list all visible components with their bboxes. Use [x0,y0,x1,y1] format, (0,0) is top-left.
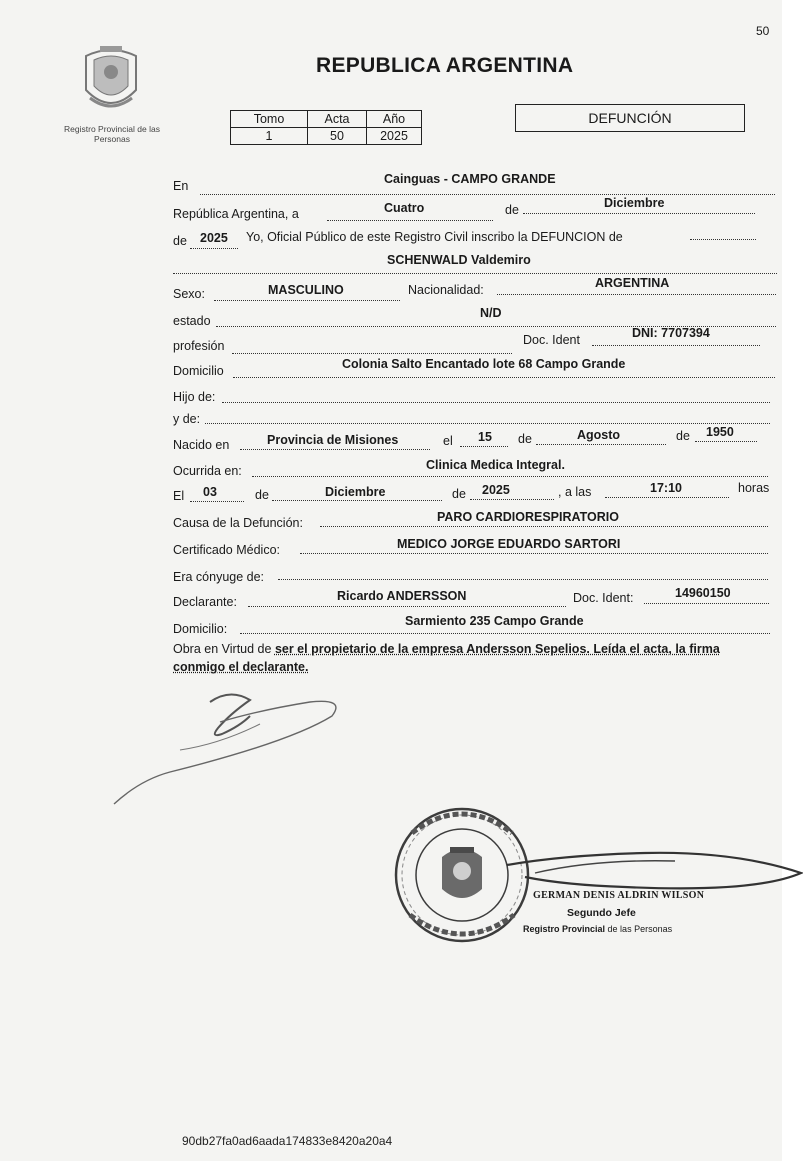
de-label: de [518,432,532,446]
officer-title: Segundo Jefe [567,907,636,919]
horas-label: horas [738,481,770,495]
ocurrida-value: Clinica Medica Integral. [426,458,565,472]
day-value: Cuatro [384,201,425,215]
record-table [230,110,422,145]
estado-value: N/D [480,306,502,320]
docident-label: Doc. Ident [523,333,580,347]
nacido-place: Provincia de Misiones [267,433,399,447]
dotted-line [695,440,757,442]
rep-label: República Argentina, a [173,207,299,221]
obra-prefix: Obra en Virtud de [173,642,272,656]
officer-dept-rest: de las Personas [607,924,673,934]
en-value: Cainguas - CAMPO GRANDE [384,172,556,186]
dotted-line [536,443,666,445]
dotted-line [470,498,554,500]
dotted-line [190,500,244,502]
dotted-line [300,552,768,554]
death-year: 2025 [482,483,510,497]
page-title: REPUBLICA ARGENTINA [316,54,574,77]
dotted-line [592,344,760,346]
province-coat-of-arms-icon [76,42,146,118]
officer-dept-bold: Registro Provincial [523,924,606,934]
value-tomo: 1 [231,128,308,145]
dotted-line [690,238,756,240]
inscribo-text: Yo, Oficial Público de este Registro Civil inscribo la DEFUNCION de [246,230,623,244]
dotted-line [644,602,769,604]
el-label: El [173,489,185,503]
death-month: Diciembre [325,485,386,499]
header-tomo: Tomo [231,111,308,128]
domicilio2-value: Sarmiento 235 Campo Grande [405,614,584,628]
yde-label: y de: [173,412,201,426]
profesion-label: profesión [173,339,225,353]
causa-value: PARO CARDIORESPIRATORIO [437,510,619,524]
dotted-line [240,632,770,634]
dotted-line [190,247,238,249]
dotted-line [523,212,755,214]
dotted-line [232,352,512,354]
alas-label: , a las [558,485,592,499]
causa-label: Causa de la Defunción: [173,516,303,530]
obra-body: ser el propietario de la empresa Andersson Sepelios. Leída el acta, la firma conmigo el declarante. [173,642,720,674]
obra-text [173,640,767,676]
dotted-line [200,193,775,195]
registry-label: Registro Provincial de las Personas [64,124,160,144]
sexo-label: Sexo: [173,287,205,301]
dotted-line [248,605,566,607]
docident-value: DNI: 7707394 [632,326,710,340]
year-value: 2025 [200,231,228,245]
estado-label: estado [173,314,211,328]
dotted-line [205,422,770,424]
dotted-line [173,272,777,274]
dotted-line [605,496,729,498]
dotted-line [252,475,768,477]
de-label: de [505,203,519,217]
value-acta: 50 [308,128,367,145]
deceased-name: SCHENWALD Valdemiro [387,253,531,267]
nacido-label: Nacido en [173,438,230,452]
docident2-label: Doc. Ident: [573,591,634,605]
declarante-value: Ricardo ANDERSSON [337,589,467,603]
death-time: 17:10 [650,481,682,495]
nacionalidad-value: ARGENTINA [595,276,670,290]
certificado-label: Certificado Médico: [173,543,280,557]
officer-name: GERMAN DENIS ALDRIN WILSON [533,890,705,901]
nacido-month: Agosto [577,428,621,442]
header-acta: Acta [308,111,367,128]
sexo-value: MASCULINO [268,283,344,297]
conyuge-label: Era cónyuge de: [173,570,265,584]
dotted-line [460,445,508,447]
dotted-line [327,219,493,221]
value-ano: 2025 [367,128,422,145]
nacionalidad-label: Nacionalidad: [408,283,484,297]
domicilio-value: Colonia Salto Encantado lote 68 Campo Grande [342,357,626,371]
dotted-line [278,578,768,580]
nacido-day: 15 [478,430,492,444]
dotted-line [240,448,430,450]
de-label: de [255,488,269,502]
de-label: de [452,487,466,501]
dotted-line [497,293,776,295]
de-label: de [173,234,187,248]
en-label: En [173,179,189,193]
dotted-line [320,525,768,527]
dotted-line [233,376,775,378]
el-label: el [443,434,453,448]
nacido-year: 1950 [706,425,734,439]
page-margin [782,0,811,1161]
domicilio-label: Domicilio [173,364,224,378]
de-label: de [676,429,690,443]
document-hash: 90db27fa0ad6aada174833e8420a20a4 [182,1134,393,1148]
death-day: 03 [203,485,217,499]
docident2-value: 14960150 [675,586,731,600]
declarant-signature-icon [110,680,350,810]
record-type-box: DEFUNCIÓN [515,104,745,132]
certificado-value: MEDICO JORGE EDUARDO SARTORI [397,537,621,551]
domicilio2-label: Domicilio: [173,622,228,636]
ocurrida-label: Ocurrida en: [173,464,242,478]
dotted-line [272,499,442,501]
declarante-label: Declarante: [173,595,237,609]
month-value: Diciembre [604,196,665,210]
header-ano: Año [367,111,422,128]
hijo-label: Hijo de: [173,390,216,404]
dotted-line [222,401,770,403]
page-number: 50 [756,24,770,38]
dotted-line [214,299,400,301]
officer-department [523,924,672,934]
